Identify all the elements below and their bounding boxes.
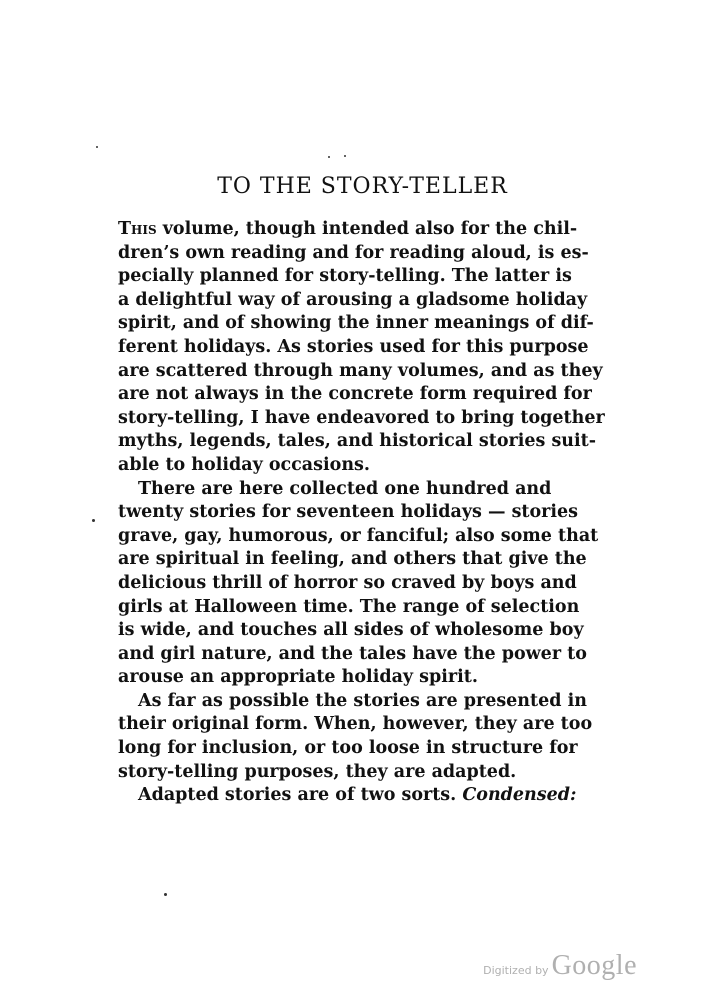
page-heading: TO THE STORY-TELLER bbox=[217, 174, 508, 199]
text-line: are spiritual in feeling, and others that give the bbox=[118, 549, 587, 570]
text-line: are not always in the concrete form required for bbox=[118, 384, 592, 405]
page-speck bbox=[344, 155, 346, 157]
google-logo: Google bbox=[551, 950, 637, 981]
text-line: girls at Halloween time. The range of selection bbox=[118, 596, 580, 617]
text-line: twenty stories for seventeen holidays — stories bbox=[118, 502, 579, 523]
page-speck bbox=[164, 893, 167, 896]
text-line: spirit, and of showing the inner meanings of dif- bbox=[118, 313, 594, 334]
italic-word: Condensed: bbox=[462, 785, 577, 806]
text-line: and girl nature, and the tales have the power to bbox=[118, 643, 587, 664]
text-line: their original form. When, however, they are too bbox=[118, 714, 593, 735]
watermark-prefix: Digitized by bbox=[483, 964, 549, 977]
text-line: able to holiday occasions. bbox=[118, 454, 370, 475]
text-line: There are here collected one hundred and bbox=[138, 478, 552, 499]
drop-word: This bbox=[118, 219, 157, 239]
text-line: Adapted stories are of two sorts. Condensed: bbox=[138, 785, 577, 806]
text-line: ferent holidays. As stories used for this purpose bbox=[118, 336, 589, 357]
text-line: delicious thrill of horror so craved by boys and bbox=[118, 572, 577, 593]
text-line: arouse an appropriate holiday spirit. bbox=[118, 667, 478, 688]
text-line: myths, legends, tales, and historical stories suit- bbox=[118, 431, 597, 452]
text-line: pecially planned for story-telling. The latter is bbox=[118, 266, 572, 287]
text-line: a delightful way of arousing a gladsome holiday bbox=[118, 289, 588, 310]
text-line: dren’s own reading and for reading aloud, is es- bbox=[118, 242, 589, 263]
text-line: story-telling purposes, they are adapted. bbox=[118, 761, 517, 782]
body-text bbox=[118, 218, 605, 808]
text-line: are scattered through many volumes, and as they bbox=[118, 360, 603, 381]
text-line: long for inclusion, or too loose in structure for bbox=[118, 738, 578, 759]
text-line: story-telling, I have endeavored to bring together bbox=[118, 407, 605, 428]
text-line: As far as possible the stories are presented in bbox=[138, 690, 587, 711]
digitized-watermark bbox=[483, 950, 637, 982]
page-speck bbox=[96, 146, 98, 148]
text-line: grave, gay, humorous, or fanciful; also some that bbox=[118, 525, 599, 546]
text-line: is wide, and touches all sides of wholesome boy bbox=[118, 620, 584, 641]
text-line: This volume, though intended also for the chil- bbox=[118, 219, 578, 239]
page-speck bbox=[92, 519, 95, 522]
page-speck bbox=[328, 156, 330, 158]
